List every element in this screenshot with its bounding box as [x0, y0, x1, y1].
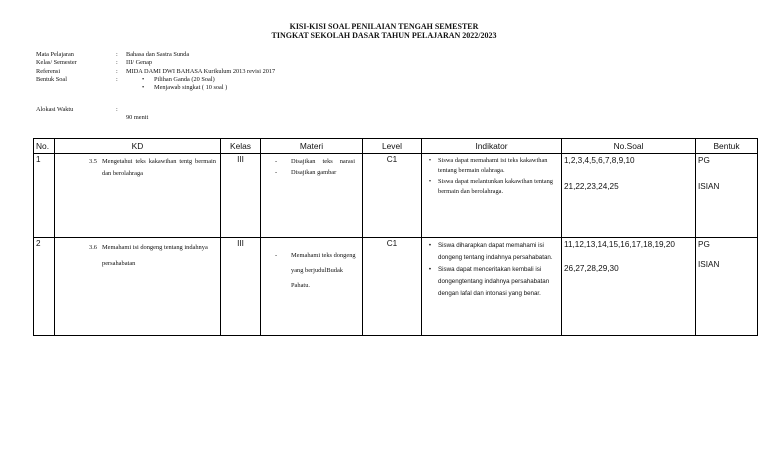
soal-pg: 11,12,13,14,15,16,17,18,19,20 — [564, 240, 675, 249]
materi-item — [275, 167, 356, 178]
meta-row-alokasi — [36, 106, 118, 114]
bullet-icon: • — [142, 84, 145, 92]
meta-row-referensi — [36, 68, 275, 76]
dash-icon: - — [275, 158, 278, 165]
cell-materi — [261, 154, 363, 238]
kd-number: 3.6 — [89, 244, 97, 251]
cell-materi — [261, 238, 363, 336]
materi-text: Memahami teks dongeng yang berjudulBudak Pahatu. — [291, 252, 356, 289]
col-header-indikator: Indikator — [422, 139, 562, 154]
meta-bullet-item — [126, 84, 227, 92]
materi-text: Disajikan teks narasi — [291, 158, 355, 165]
table-row — [34, 154, 758, 238]
meta-colon: : — [116, 75, 118, 83]
table-row — [34, 238, 758, 336]
soal-pg: 1,2,3,4,5,6,7,8,9,10 — [564, 156, 635, 165]
cell-indikator — [422, 154, 562, 238]
bullet-icon: • — [428, 157, 432, 164]
indikator-item — [422, 264, 557, 300]
meta-label: Referensi — [36, 67, 61, 75]
bentuk-pg: PG — [698, 240, 710, 249]
meta-value: MIDA DAMI DWI BAHASA Kurikulum 2013 revisi 2017 — [126, 67, 276, 75]
cell-kd — [55, 154, 221, 238]
cell-no-soal — [562, 154, 696, 238]
meta-colon: : — [116, 59, 118, 67]
cell-level: C1 — [363, 154, 422, 238]
cell-kelas: III — [221, 238, 261, 336]
cell-no-soal — [562, 238, 696, 336]
materi-item — [275, 156, 356, 167]
soal-isian: 26,27,28,29,30 — [564, 264, 619, 273]
meta-value: Bahasa dan Sastra Sunda — [126, 51, 190, 58]
meta-value: III/ Genap — [126, 59, 153, 67]
indikator-item — [422, 240, 557, 264]
meta-label: Alokasi Waktu — [36, 106, 74, 113]
indikator-text: Siswa dapat melantunkan kakawihan tentang bermain dan berolahraga. — [438, 177, 553, 196]
indikator-text: Siswa dapat memahami isi teks kakawihan tentang bermain olahraga. — [438, 157, 548, 175]
meta-bullet-text: Pilihan Ganda (20 Soal) — [154, 75, 215, 83]
meta-row-kelas — [36, 59, 275, 67]
dash-icon: - — [275, 169, 278, 176]
meta-label: Mata Pelajaran — [36, 51, 74, 58]
cell-level: C1 — [363, 238, 422, 336]
meta-row-mapel — [36, 51, 275, 59]
meta-colon: : — [116, 67, 118, 75]
cell-no: 2 — [34, 238, 55, 336]
soal-isian: 21,22,23,24,25 — [564, 182, 619, 191]
bullet-icon: • — [428, 266, 432, 273]
materi-item — [275, 248, 356, 293]
bullet-icon: • — [428, 242, 432, 249]
cell-indikator — [422, 238, 562, 336]
bentuk-isian: ISIAN — [698, 182, 720, 191]
kd-text: Memahami isi dongeng tentang indahnya persahabatan — [102, 244, 208, 267]
materi-text: Disajikan gambar — [291, 169, 337, 176]
cell-kelas: III — [221, 154, 261, 238]
col-header-bentuk: Bentuk — [696, 139, 758, 154]
kd-number: 3.5 — [89, 158, 97, 165]
meta-bullet-item — [126, 76, 215, 84]
col-header-kelas: Kelas — [221, 139, 261, 154]
meta-colon: : — [116, 106, 118, 113]
document-title: KISI-KISI SOAL PENILAIAN TENGAH SEMESTER — [289, 22, 479, 31]
bentuk-pg: PG — [698, 156, 710, 165]
cell-no: 1 — [34, 154, 55, 238]
cell-bentuk — [696, 154, 758, 238]
indikator-text: Siswa dapat menceritakan kembali isi dongengtentang indahnya persahabatan dengan lafal dan intonasi yang benar. — [438, 266, 550, 297]
bentuk-isian: ISIAN — [698, 260, 720, 269]
meta-alokasi-value: 90 menit — [126, 114, 149, 121]
dash-icon: - — [275, 252, 278, 259]
meta-block — [36, 51, 275, 92]
meta-colon: : — [116, 51, 118, 58]
indikator-item — [422, 177, 557, 198]
bullet-icon: • — [428, 177, 432, 185]
col-header-kd: KD — [55, 139, 221, 154]
indikator-text: Siswa diharapkan dapat memahami isi dongeng tentang indahnya persahabatan. — [438, 242, 553, 261]
kisi-kisi-table — [33, 138, 758, 336]
cell-bentuk — [696, 238, 758, 336]
col-header-materi: Materi — [261, 139, 363, 154]
meta-row-bentuk — [36, 76, 275, 84]
col-header-no: No. — [34, 139, 55, 154]
col-header-no-soal: No.Soal — [562, 139, 696, 154]
bullet-icon: • — [142, 75, 145, 83]
meta-row-bentuk-2 — [36, 84, 275, 92]
meta-label: Bentuk Soal — [36, 75, 67, 83]
table-header-row — [34, 139, 758, 154]
cell-kd — [55, 238, 221, 336]
meta-bullet-text: Menjawab singkat ( 10 soal ) — [154, 84, 228, 92]
meta-label: Kelas/ Semester — [36, 59, 77, 67]
kd-text: Mengetahui teks kakawihan tentg bermain dan berolahraga — [102, 158, 216, 177]
document-subtitle: TINGKAT SEKOLAH DASAR TAHUN PELAJARAN 2022/2023 — [271, 31, 497, 40]
indikator-item — [422, 156, 557, 177]
col-header-level: Level — [363, 139, 422, 154]
